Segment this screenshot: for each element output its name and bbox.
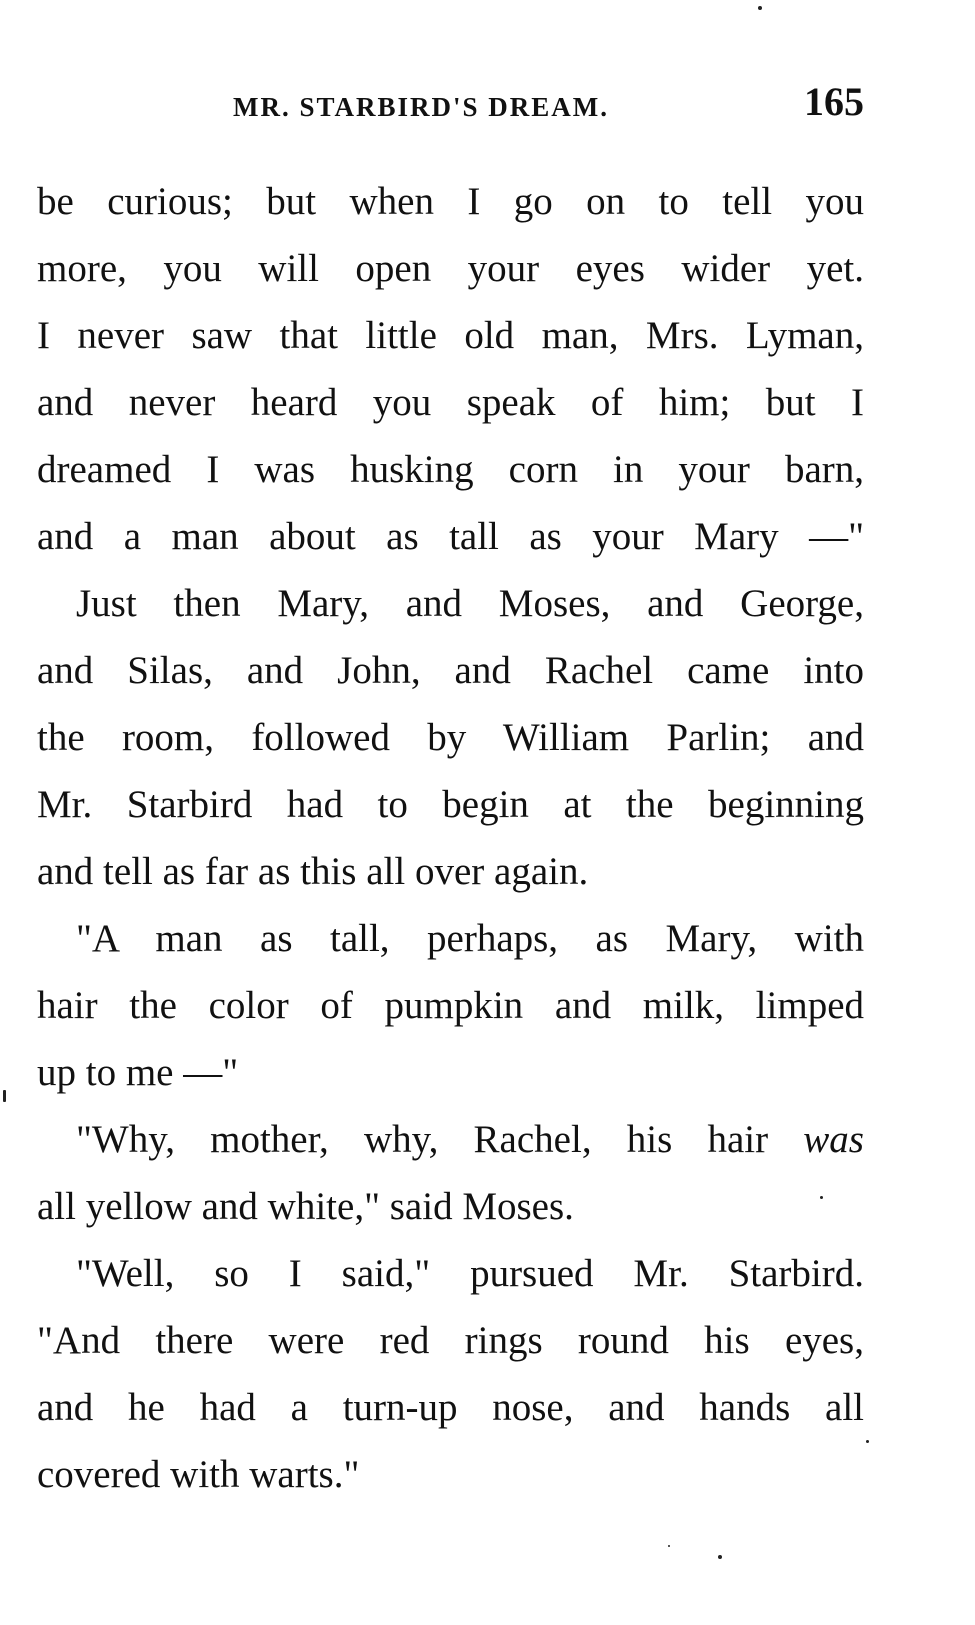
- text-line: "Well, so I said," pursued Mr. Starbird.: [76, 1252, 864, 1295]
- text-line-with-italic: [37, 1106, 864, 1173]
- print-speck: [758, 6, 762, 10]
- italic-word: was: [803, 1118, 864, 1161]
- text-line: Mr. Starbird had to begin at the beginning: [37, 783, 864, 826]
- text-line: and Silas, and John, and Rachel came into: [37, 649, 864, 692]
- text-line: covered with warts.": [37, 1453, 360, 1496]
- body-text: [37, 168, 864, 1508]
- text-line: be curious; but when I go on to tell you: [37, 180, 864, 223]
- running-title: MR. STARBIRD'S DREAM.: [233, 92, 610, 122]
- text-line: and never heard you speak of him; but I: [37, 381, 864, 424]
- text-segment: "Why, mother, why, Rachel, his hair: [76, 1118, 769, 1161]
- running-head: [37, 78, 864, 138]
- print-speck: [718, 1555, 722, 1559]
- book-page: [37, 0, 864, 1625]
- text-line: I never saw that little old man, Mrs. Lyman,: [37, 314, 864, 357]
- print-speck: [866, 1440, 869, 1443]
- text-line: "A man as tall, perhaps, as Mary, with: [76, 917, 864, 960]
- text-line: all yellow and white," said Moses.: [37, 1185, 574, 1228]
- text-line: "And there were red rings round his eyes,: [37, 1319, 864, 1362]
- text-line: the room, followed by William Parlin; and: [37, 716, 864, 759]
- text-line: more, you will open your eyes wider yet.: [37, 247, 864, 290]
- text-line: dreamed I was husking corn in your barn,: [37, 448, 864, 491]
- text-line: and tell as far as this all over again.: [37, 850, 589, 893]
- print-speck: [668, 1545, 670, 1547]
- print-speck: [3, 1090, 6, 1102]
- print-speck: [820, 1196, 823, 1199]
- text-line: Just then Mary, and Moses, and George,: [76, 582, 864, 625]
- text-line: up to me —": [37, 1051, 239, 1094]
- text-line: hair the color of pumpkin and milk, limped: [37, 984, 864, 1027]
- text-line: and a man about as tall as your Mary —": [37, 515, 864, 558]
- text-line: and he had a turn-up nose, and hands all: [37, 1386, 864, 1429]
- page-number: 165: [804, 79, 864, 124]
